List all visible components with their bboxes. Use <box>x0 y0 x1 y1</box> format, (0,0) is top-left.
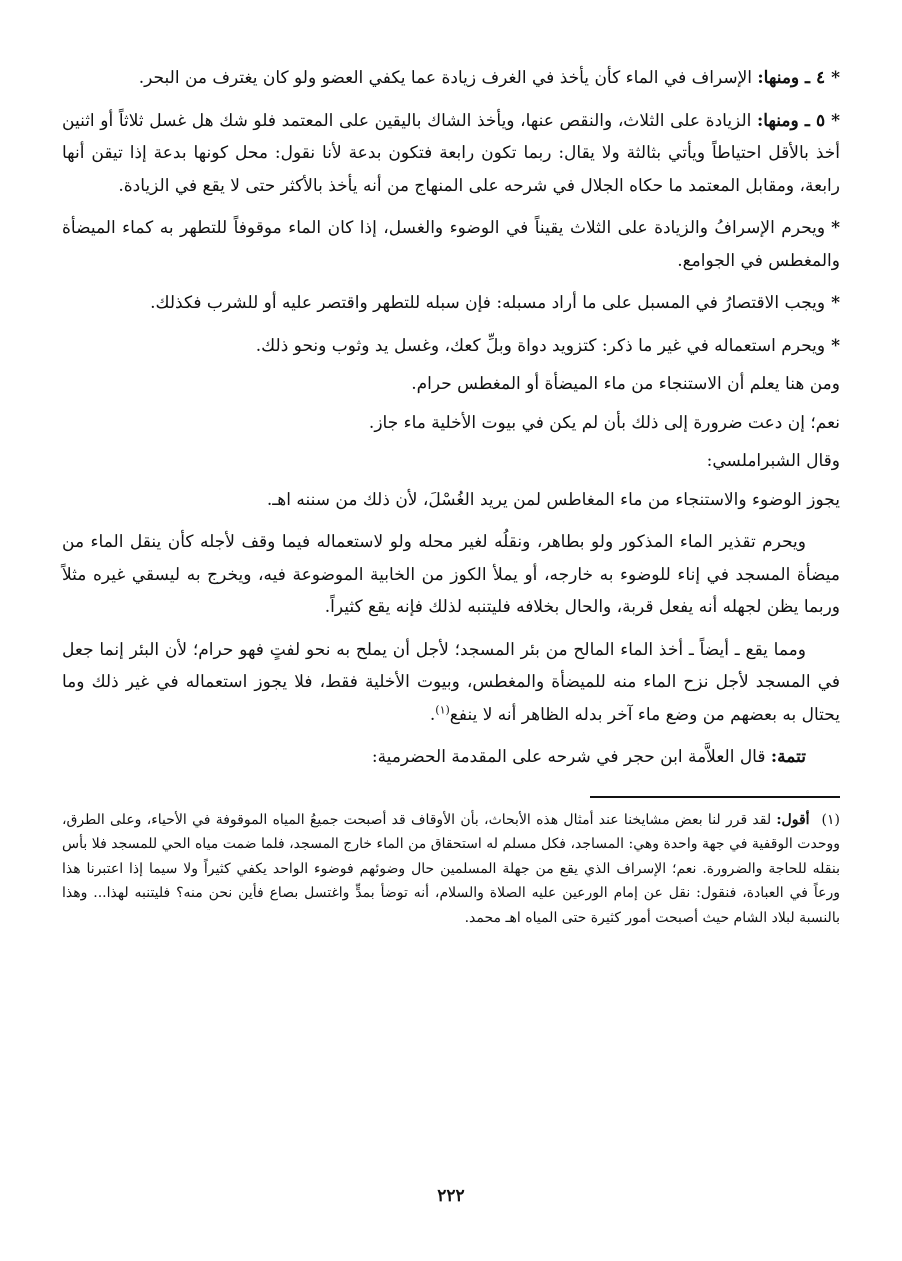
bullet-star-icon: * <box>831 293 840 313</box>
paragraph-text: يجوز الوضوء والاستنجاء من ماء المغاطس لمن يريد الغُسْلَ، لأن ذلك من سننه اهـ. <box>266 489 840 510</box>
document-page <box>62 62 840 1212</box>
paragraph-text: الزيادة على الثلاث، والنقص عنها، ويأخذ الشاك باليقين على المعتمد فلو شك هل غسل ثلاثاً أو اثنين أخذ بالأقل احتياطاً ويأتي بثالثة ولا يقال: ربما تكون رابعة فتكون بدعة لأنا نقول: محل كونها بدعة إذا تيقن أنها رابعة، ومقابل المعتمد ما حكاه الجلال في شرحه على المنهاج من أنه يأخذ بالأكثر حتى لا يقع في الزيادة. <box>62 110 840 196</box>
paragraph-text: ويحرم استعماله في غير ما ذكر: كتزويد دواة وبلِّ كعك، وغسل يد وثوب ونحو ذلك. <box>255 335 826 356</box>
paragraph-text-end: . <box>429 704 436 725</box>
paragraph-text: ومما يقع ـ أيضاً ـ أخذ الماء المالح من بئر المسجد؛ لأجل أن يملح به نحو لفتٍ فهو حرام؛ لأن البئر إنما جعل في المسجد لأجل نزح الماء منه للميضأة والمغطس، وبيوت الأخلية فقط، فلا يجوز استعماله في غير ذلك وما يحتال به بعضهم من وضع ماء آخر بدله الظاهر أنه لا ينفع <box>62 639 840 725</box>
paragraph-text: الإسراف في الماء كأن يأخذ في الغرف زيادة عما يكفي العضو ولو كان يغترف من البحر. <box>138 68 758 88</box>
paragraph-shubramallisi-quote <box>62 484 840 517</box>
footnote-lead: أقول: <box>776 811 810 828</box>
paragraph-defiling-water <box>62 526 840 624</box>
bullet-star-icon: * <box>831 218 840 238</box>
paragraph-text: ويحرم تقذير الماء المذكور ولو بطاهر، ونقلُه لغير محله ولو لاستعماله فيما وقف لأجله كأن ينقل الماء من ميضأة المسجد في إناء للوضوء به خارجه، أو يملأ الكوز من الخابية الموضوعة فيه، ويخرج به ليسقي غيره مثلاً وربما يظن لجهله أنه يفعل قربة، والحال بخلافه فليتنبه لذلك فإنه يقع كثيراً. <box>62 532 840 617</box>
paragraph-exceeding-three <box>62 105 840 203</box>
footnote-number: (١) <box>821 811 840 828</box>
footnote-reference[interactable]: (١) <box>435 702 450 716</box>
footnote-text: لقد قرر لنا بعض مشايخنا عند أمثال هذه الأبحاث، بأن الأوقاف قد أصبحت جميعُ المياه الموقوفة في الأحياء، وعلى الطرق، ووحدت الوقفية في جهة واحدة وهي: المساجد، فكل مسلم له استحقاق من الماء خارج المسجد، فلما ضمت مياه الحي للمسجد فلا بأس بنقله للحاجة والضرورة. نعم؛ الإسراف الذي يقع من جهلة المسلمين حال وضوئهم فوضوء الواحد يكفي كثيراً ولا سيما إذا اعتبرنا هذا ورعاً في العبادة، فنقول: نقل عن إمام الورعين عليه الصلاة والسلام، أنه توضأ بمدٍّ واغتسل بصاع فأين نحن منه؟ فليتنبه لهذا... وهذا بالنسبة لبلاد الشام حيث أصبحت أمور كثيرة حتى المياه اهـ محمد. <box>62 811 840 926</box>
paragraph-istinja-ruling <box>62 368 840 401</box>
paragraph-text: وقال الشبراملسي: <box>706 451 840 471</box>
page-number: ٢٢٢ <box>437 1186 465 1206</box>
paragraph-text: ويحرم الإسرافُ والزيادة على الثلاث يقيناً في الوضوء والغسل، إذا كان الماء موقوفاً للتطهر به كماء الميضأة والمغطس في الجوامع. <box>62 218 840 271</box>
paragraph-prohibited-excess <box>62 212 840 277</box>
paragraph-lead: ٥ ـ ومنها: <box>756 110 826 131</box>
footnote <box>62 808 840 931</box>
paragraph-excess-scooping <box>62 62 840 95</box>
paragraph-text: ومن هنا يعلم أن الاستنجاء من ماء الميضأة أو المغطس حرام. <box>411 374 840 394</box>
paragraph-tatimma <box>62 741 840 774</box>
bullet-star-icon: * <box>831 335 840 356</box>
paragraph-text: قال العلاَّمة ابن حجر في شرحه على المقدمة الحضرمية: <box>371 747 771 767</box>
bullet-star-icon: * <box>831 110 840 131</box>
paragraph-shubramallisi-intro <box>62 445 840 478</box>
paragraph-necessity-exception <box>62 407 840 440</box>
paragraph-lead: ٤ ـ ومنها: <box>757 68 826 88</box>
paragraph-salty-well <box>62 634 840 732</box>
bullet-star-icon: * <box>831 68 840 88</box>
paragraph-text: نعم؛ إن دعت ضرورة إلى ذلك بأن لم يكن في بيوت الأخلية ماء جاز. <box>368 412 840 433</box>
footnote-divider <box>590 796 840 798</box>
paragraph-text: ويجب الاقتصارُ في المسبل على ما أراد مسبله: فإن سبله للتطهر واقتصر عليه أو للشرب فكذلك. <box>150 293 826 313</box>
paragraph-other-uses <box>62 330 840 363</box>
paragraph-endowed-water <box>62 287 840 320</box>
paragraph-lead: تتمة: <box>770 747 806 767</box>
